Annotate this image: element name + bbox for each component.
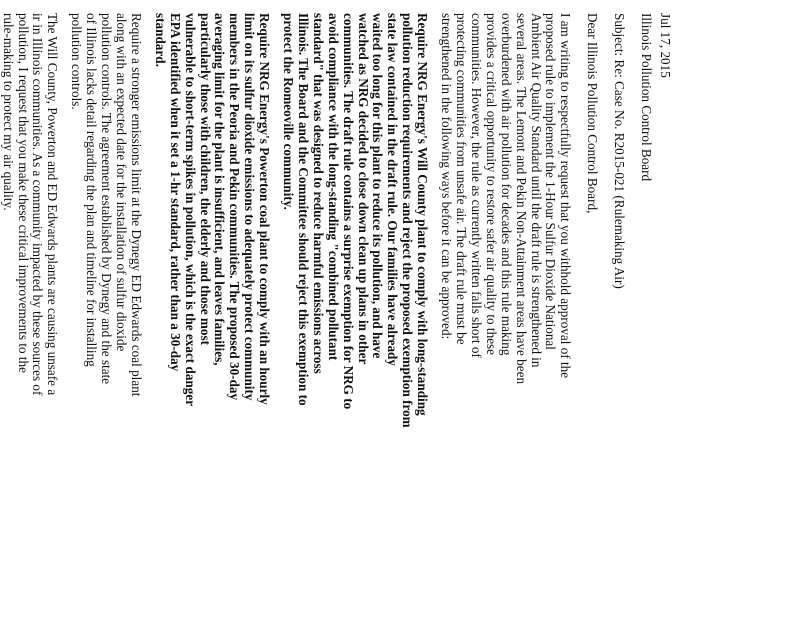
point-line: communities. The draft rule contains a surprise exemption for NRG to: [340, 13, 356, 410]
point-ed-edwards: [68, 13, 143, 607]
intro-line: I am writing to respectfully request that you withhold approval of the: [558, 13, 574, 379]
letter-subject: Subject: Re: Case No. R2015-021 (Rulemaking Air): [612, 13, 628, 289]
letter-recipient: Illinois Pollution Control Board: [639, 13, 655, 182]
point-line: state law contained in the draft rule. Our families have already: [385, 13, 401, 366]
point-line: standard" that was designed to reduce harmful emissions across: [310, 13, 326, 374]
closing-line: ir in Illinois communities. As a community impacted by these sources of: [30, 13, 46, 396]
intro-line: proposed rule to implement the 1-Hour Sulfur Dioxide National: [543, 13, 559, 350]
point-line: EPA identified when it set a 1-hr standard, rather than a 30-day: [167, 13, 183, 372]
point-line: averaging limit for the plant is insufficient, and leaves families,: [212, 13, 228, 366]
point-line: protect the Romeoville community.: [281, 13, 297, 210]
point-will-county: [280, 13, 429, 607]
point-powerton: [152, 13, 271, 607]
intro-line: protecting communities from unsafe air. The draft rule must be: [454, 13, 470, 345]
intro-paragraph: [438, 13, 572, 607]
intro-line: overburdened with air pollution for decades and this rule making: [498, 13, 514, 356]
point-line: members in the Peoria and Pekin communities. The proposed 30-day: [227, 13, 243, 401]
letter-salutation: Dear Illinois Pollution Control Board,: [585, 13, 601, 214]
point-line: Require a stronger emissions limit at the Dynegy ED Edwards coal plant: [128, 13, 144, 397]
closing-line: pollution, I request that you make these critical improvements to the: [15, 13, 31, 373]
point-line: pollution controls.: [69, 13, 85, 110]
closing-line: The Will County, Powerton and ED Edwards plants are causing unsafe a: [45, 13, 61, 396]
point-line: Require NRG Energy's Powerton coal plant to comply with an hourly: [257, 13, 273, 405]
point-line: waited too long for this plant to reduce its pollution, and have: [370, 13, 386, 359]
point-line: limit on its sulfur dioxide emissions to adequately protect community: [242, 13, 258, 401]
closing-line: rule-making to protect my air quality.: [0, 13, 16, 211]
point-line: Require NRG Energy's Will County plant to comply with long-standing: [415, 13, 431, 416]
point-line: standard.: [152, 13, 168, 67]
point-line: avoid compliance with the long-standing "combined pollutant: [325, 13, 341, 361]
point-line: pollution reduction requirements and reject the proposed exemption from: [400, 13, 416, 428]
intro-line: Ambient Air Quality Standard until the draft rule is strengthened in: [528, 13, 544, 368]
point-line: of Illinois lacks detail regarding the plan and timeline for installing: [84, 13, 100, 367]
point-line: watched as NRG decided to close down clean up plans in other: [355, 13, 371, 365]
intro-line: several areas. The Lemont and Pekin Non-Attainment areas have been: [513, 13, 529, 385]
point-line: vulnerable to short-term spikes in pollution, which is the exact danger: [182, 13, 198, 407]
intro-line: communities. However, the rule as currently written falls short of: [468, 13, 484, 358]
intro-line: strengthened in the following ways before it can be approved:: [439, 13, 455, 340]
letter-date: Jul 17, 2015: [658, 13, 673, 78]
intro-line: provides a critical opportunity to restore safer air quality to these: [483, 13, 499, 356]
point-line: Illinois. The Board and the Committee should reject this exemption to: [295, 13, 311, 406]
point-line: particularly those with children, the elderly and those most: [197, 13, 213, 345]
closing-paragraph: [0, 13, 59, 607]
point-line: pollution controls. The agreement established by Dynegy and the state: [99, 13, 115, 385]
point-line: along with an expected date for the installation of sulfur dioxide: [114, 13, 129, 352]
